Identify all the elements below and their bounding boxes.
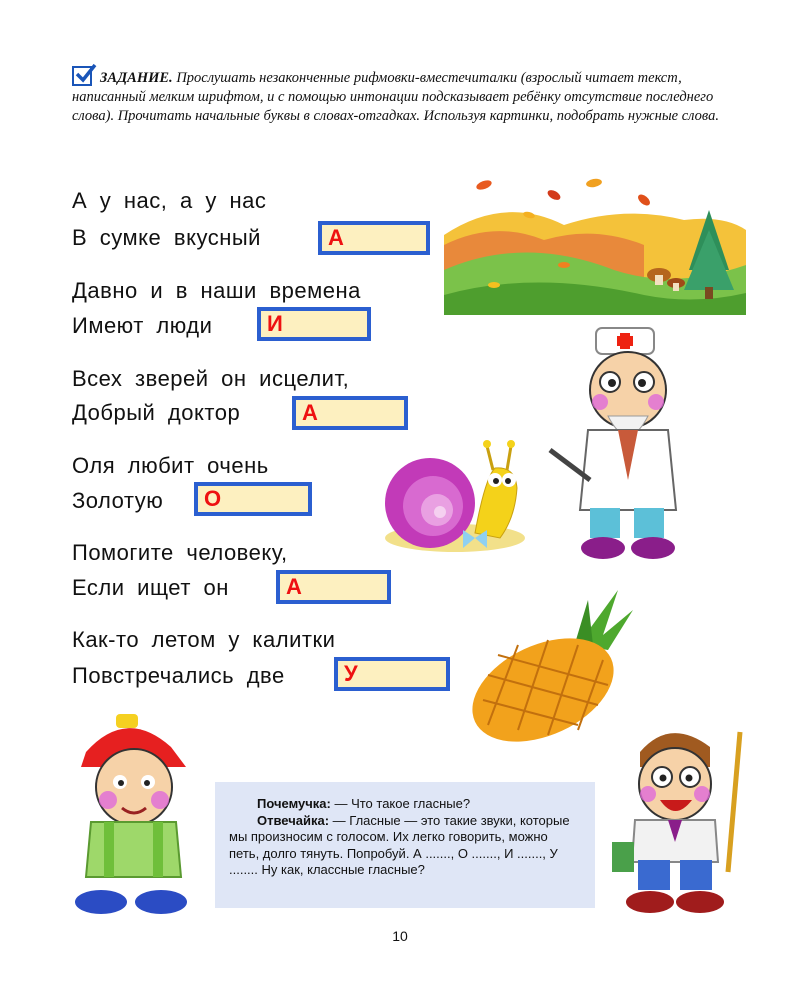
answer-box-2[interactable]: И: [257, 307, 371, 341]
checkbox-icon: [72, 66, 92, 86]
rhyme-3-line-2: Добрый доктор: [72, 400, 241, 425]
info-question-text: — Что такое гласные?: [330, 796, 471, 811]
info-box: [215, 782, 595, 908]
answer-box-4[interactable]: О: [194, 482, 312, 516]
info-answer-speaker: Отвечайка:: [257, 812, 330, 828]
rhyme-1-line-2: В сумке вкусный: [72, 225, 261, 250]
doctor-illustration: [548, 320, 708, 565]
rhyme-1-line-1: А у нас, а у нас: [72, 188, 267, 213]
info-question-speaker: Почемучка:: [257, 796, 331, 811]
rhyme-2-line-1: Давно и в наши времена: [72, 278, 361, 303]
page-number: 10: [392, 928, 408, 944]
info-question: [229, 796, 581, 813]
task-text: Прослушать незаконченные рифмовки-вместечиталки (взрослый читает текст, написанный мелким шрифтом, и с помощью интонации подсказывает ребёнку отсутствие последнего слова). Прочитать начальные буквы в словах-отгадках. Используя картинки, подобрать нужные слова.: [72, 70, 719, 124]
boy-glasses-illustration: [600, 712, 748, 920]
rhyme-4-line-2: Золотую: [72, 488, 164, 513]
rhyme-5-line-2: Если ищет он: [72, 575, 229, 600]
rhyme-3-line-1: Всех зверей он исцелит,: [72, 366, 350, 391]
rhyme-4-line-1: Оля любит очень: [72, 453, 269, 478]
task-label: ЗАДАНИЕ.: [100, 70, 173, 86]
answer-box-5[interactable]: А: [276, 570, 391, 604]
task-instructions: [72, 66, 752, 126]
snail-illustration: [375, 438, 530, 563]
answer-box-6[interactable]: У: [334, 657, 450, 691]
answer-box-3[interactable]: А: [292, 396, 408, 430]
boy-cap-illustration: [56, 712, 201, 920]
rhyme-5-line-1: Помогите человеку,: [72, 540, 288, 565]
rhyme-6-line-2: Повстречались две: [72, 663, 285, 688]
info-answer-text: — Гласные — это такие звуки, которые мы произносим с голосом. Их легко говорить, можно петь, долго тянуть. Попробуй. А ......., О ......., И ......., У ........ Ну как, классные гласные?: [229, 812, 570, 877]
rhyme-6-line-1: Как-то летом у калитки: [72, 627, 336, 652]
rhyme-2-line-2: Имеют люди: [72, 313, 213, 338]
autumn-landscape-illustration: [444, 175, 746, 315]
info-answer: [229, 813, 581, 879]
answer-box-1[interactable]: А: [318, 221, 430, 255]
